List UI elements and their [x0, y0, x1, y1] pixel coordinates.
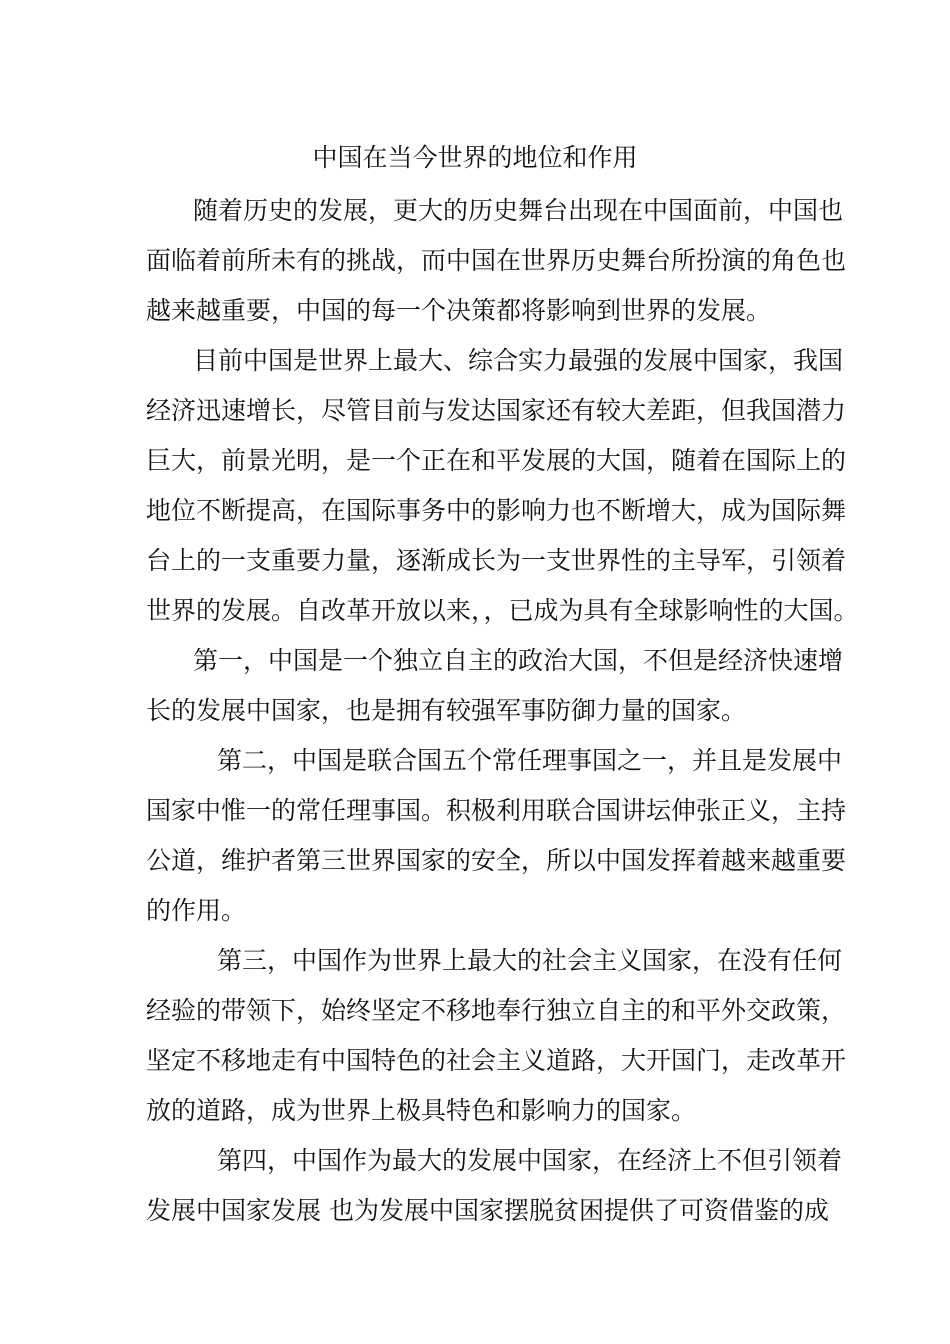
text-line: 公道，维护者第三世界国家的安全，所以中国发挥着越来越重要: [146, 846, 847, 875]
text-line: 经济迅速增长，尽管目前与发达国家还有较大差距，但我国潜力: [146, 396, 847, 425]
text-line: 发展中国家发展 也为发展中国家摆脱贫困提供了可资借鉴的成: [146, 1196, 829, 1225]
text-line: 放的道路，成为世界上极具特色和影响力的国家。: [146, 1096, 697, 1125]
text-line: 的作用。: [146, 896, 247, 925]
text-line: 巨大，前景光明，是一个正在和平发展的大国，随着在国际上的: [146, 446, 847, 475]
text-line: 第四，中国作为最大的发展中国家，在经济上不但引领着: [217, 1146, 843, 1175]
text-line: 第一，中国是一个独立自主的政治大国，不但是经济快速增: [193, 646, 844, 675]
text-line: 第三，中国作为世界上最大的社会主义国家，在没有任何: [217, 946, 843, 975]
text-line: 世界的发展。自改革开放以来，，已成为具有全球影响性的大国。: [146, 596, 859, 625]
text-line: 第二，中国是联合国五个常任理事国之一，并且是发展中: [217, 746, 843, 775]
text-line: 越来越重要，中国的每一个决策都将影响到世界的发展。: [146, 296, 772, 325]
text-line: 经验的带领下，始终坚定不移地奉行独立自主的和平外交政策，: [146, 996, 847, 1025]
text-line: 国家中惟一的常任理事国。积极利用联合国讲坛伸张正义，主持: [146, 796, 847, 825]
text-line: 地位不断提高，在国际事务中的影响力也不断增大，成为国际舞: [146, 496, 847, 525]
text-line: 目前中国是世界上最大、综合实力最强的发展中国家，我国: [193, 346, 844, 375]
text-line: 面临着前所未有的挑战，而中国在世界历史舞台所扮演的角色也: [146, 246, 847, 275]
text-line: 长的发展中国家，也是拥有较强军事防御力量的国家。: [146, 696, 747, 725]
document-title: 中国在当今世界的地位和作用: [312, 143, 638, 172]
text-line: 台上的一支重要力量，逐渐成长为一支世界性的主导军，引领着: [146, 546, 847, 575]
text-line: 坚定不移地走有中国特色的社会主义道路，大开国门，走改革开: [146, 1046, 847, 1075]
text-line: 随着历史的发展，更大的历史舞台出现在中国面前，中国也: [193, 196, 844, 225]
